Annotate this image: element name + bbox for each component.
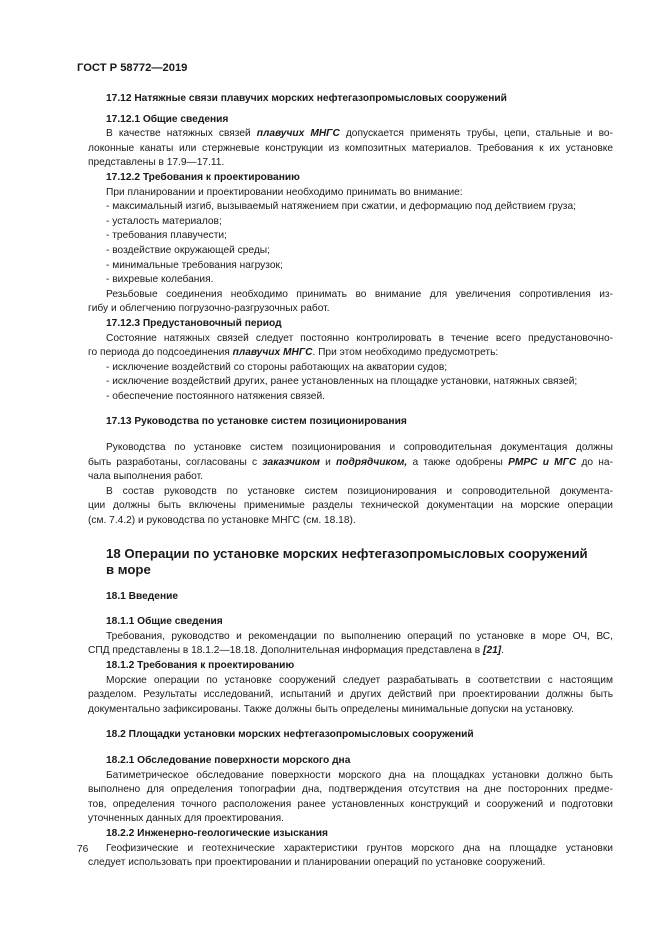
section-17-13-title: 17.13 Руководства по установке систем позиционирования — [106, 416, 407, 428]
text-run: В качестве натяжных связей — [106, 128, 257, 140]
section-17-13-line: (см. 7.4.2) и руководства по установке МНГС (см. 18.18). — [88, 515, 356, 527]
section-18-2-title: 18.2 Площадки установки морских нефтегазопромысловых сооружений — [106, 729, 474, 741]
text-run: СПД представлены в 18.1.2—18.18. Дополнительная информация представлена в — [88, 645, 484, 657]
section-18-1-2-line: документально зафиксированы. Также должны быть определены минимальные допуски на установку. — [88, 703, 574, 715]
text-run: . — [501, 645, 505, 657]
text-run: . При этом необходимо предусмотреть: — [312, 347, 499, 359]
section-18-2-1-line: Батиметрическое обследование поверхности морского дна на площадках установки должно быть — [106, 769, 613, 781]
text-run: го периода до подсоединения — [88, 347, 233, 359]
section-17-12-2-line: Резьбовые соединения необходимо принимать во внимание для увеличения сопротивления из- — [106, 288, 613, 300]
section-17-12-3-title: 17.12.3 Предустановочный период — [106, 317, 282, 329]
list-item: - минимальные требования нагрузок; — [106, 259, 283, 271]
reference-link: [21] — [483, 645, 502, 657]
section-18-1-1-line: Требования, руководство и рекомендации по выполнению операций по установке в море ОЧ, ВС, — [106, 630, 613, 642]
section-18-2-2-title: 18.2.2 Инженерно-геологические изыскания — [106, 827, 328, 839]
list-item: - исключение воздействий других, ранее установленных на площадке установки, натяжных связей; — [106, 376, 578, 388]
emphasis-term: плавучих МНГС — [232, 347, 313, 359]
section-17-12-1-line — [88, 127, 613, 142]
section-17-12-title: 17.12 Натяжные связи плавучих морских нефтегазопромысловых сооружений — [106, 93, 507, 104]
section-17-13-line: Руководства по установке систем позиционирования и сопроводительная документация должны — [106, 442, 613, 454]
section-18-2-1-line: тов, определения точного расположения ранее установленных конструкций и сооружений и подготовки — [88, 798, 613, 810]
list-item: - усталость материалов; — [106, 215, 222, 227]
section-17-13-line — [88, 456, 613, 471]
section-17-12-3-line — [88, 346, 613, 361]
section-17-12-2-line: гибу и облегчению погрузочно-разгрузочных работ. — [88, 303, 330, 315]
section-18-1-2-line: Морские операции по установке сооружений следует разрабатывать в соответствии с настоящим — [106, 674, 613, 686]
section-18-1-2-line: разделом. Результаты исследований, испытаний и других действий при проектировании должны быть — [88, 689, 613, 701]
section-17-12-1-line: представлены в 17.9—17.11. — [88, 157, 225, 169]
section-18-2-2-line: Геофизические и геотехнические характеристики грунтов морского дна на площадке установки — [106, 842, 613, 854]
emphasis-term: заказчиком — [262, 456, 320, 468]
text-run: а также одобрены — [407, 456, 509, 468]
text-run: допускается применять трубы, цепи, стальные и во- — [339, 128, 613, 140]
list-item: - исключение воздействий со стороны работающих на акватории судов; — [106, 361, 448, 373]
document-body — [88, 92, 613, 871]
section-17-13-line: В состав руководств по установке систем позиционирования и сопроводительной документа- — [106, 485, 613, 497]
list-item: - требования плавучести; — [106, 230, 227, 242]
section-17-12-1-line: локонные канаты или стержневые конструкции из композитных материалов. Требования к их установке — [88, 142, 613, 154]
page-number: 76 — [77, 844, 89, 855]
emphasis-term: плавучих МНГС — [256, 128, 340, 140]
section-18-1-1-title: 18.1.1 Общие сведения — [106, 616, 223, 628]
list-item: - воздействие окружающей среды; — [106, 244, 270, 256]
section-17-12-3-line: Состояние натяжных связей следует постоянно контролировать в течение всего предустановочно- — [106, 332, 613, 344]
list-item: - максимальный изгиб, вызываемый натяжением при сжатии, и деформацию под действием груза; — [106, 201, 576, 213]
section-18-1-1-line — [88, 644, 613, 659]
text-run: до на- — [576, 456, 613, 468]
section-18-2-1-title: 18.2.1 Обследование поверхности морского дна — [106, 754, 351, 766]
section-17-12-2-title: 17.12.2 Требования к проектированию — [106, 171, 300, 183]
section-18-title: 18 Операции по установке морских нефтегазопромысловых сооружений — [106, 545, 588, 561]
list-item: - обеспечение постоянного натяжения связей. — [106, 390, 325, 402]
section-18-1-title: 18.1 Введение — [106, 590, 179, 602]
section-18-1-2-title: 18.1.2 Требования к проектированию — [106, 660, 295, 671]
section-17-12-1-title: 17.12.1 Общие сведения — [106, 113, 229, 125]
section-18-title: в море — [106, 562, 151, 578]
list-item: - вихревые колебания. — [106, 274, 214, 286]
emphasis-term: подрядчиком, — [336, 456, 408, 468]
section-18-2-1-line: уточненных данных для проектирования. — [88, 813, 284, 825]
text-run: и — [319, 456, 337, 468]
section-17-13-line: чала выполнения работ. — [88, 471, 203, 483]
standard-header: ГОСТ Р 58772—2019 — [77, 62, 188, 74]
section-17-12-2-intro: При планировании и проектировании необходимо принимать во внимание: — [106, 186, 463, 198]
emphasis-term: РМРС и МГС — [508, 456, 577, 468]
section-18-2-1-line: выполнено для определения топографии дна, подтверждения отсутствия на дне посторонних предме- — [88, 784, 613, 796]
section-17-13-line: ции должны быть включены применимые разделы технической документации на морские операции — [88, 500, 613, 512]
section-18-2-2-line: следует использовать при проектировании и планировании операций по установке сооружений. — [88, 857, 546, 869]
text-run: быть разработаны, согласованы с — [88, 456, 263, 468]
